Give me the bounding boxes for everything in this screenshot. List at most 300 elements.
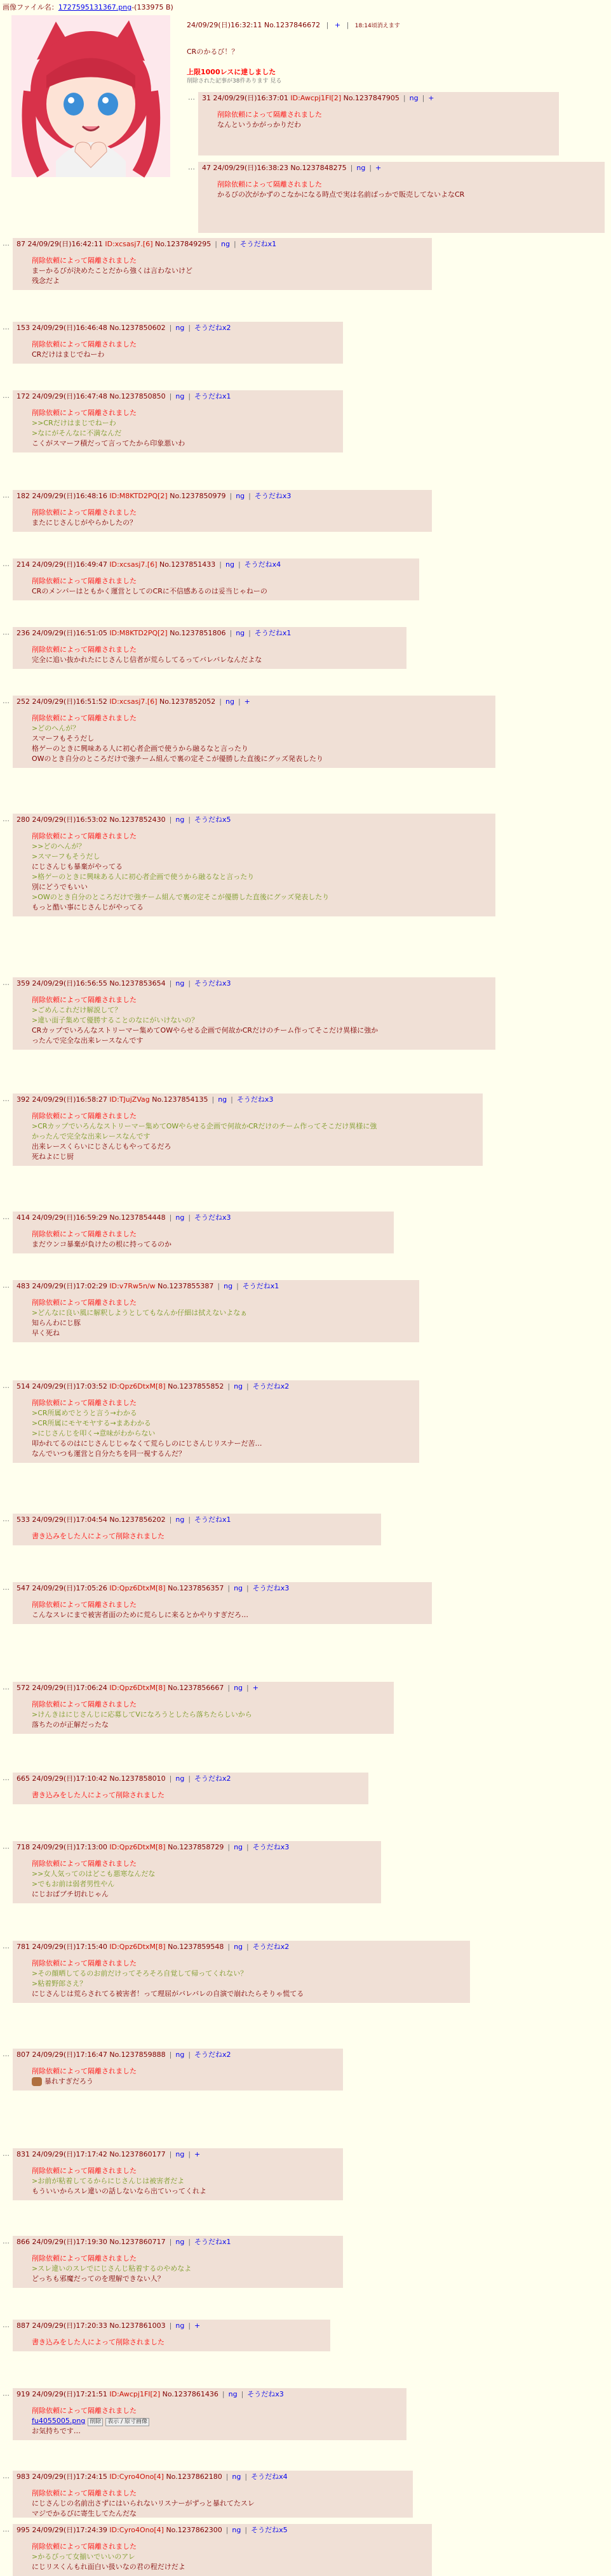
post-number[interactable]: No.1237858010 — [109, 1774, 166, 1783]
ng-button[interactable]: ng — [218, 1095, 227, 1104]
line-text: >>CRだけはまじでねーわ — [32, 419, 116, 427]
post-index: 182 — [17, 492, 30, 500]
reply-post — [13, 977, 495, 1050]
ng-button[interactable]: ng — [175, 1774, 185, 1783]
sodane-button[interactable]: そうだねx1 — [194, 392, 231, 400]
deletion-notice — [32, 831, 492, 842]
ng-button[interactable]: ng — [236, 492, 245, 500]
post-text — [32, 655, 403, 665]
file-link[interactable]: fu4055005.png — [32, 2417, 86, 2425]
post-number[interactable]: No.1237854135 — [152, 1095, 208, 1104]
divider: | — [169, 2322, 172, 2330]
post-text — [32, 350, 339, 360]
divider: | — [188, 979, 191, 987]
plus-button[interactable]: + — [375, 164, 382, 172]
line-text: >CR所属にモヤモヤする→まあわかる — [32, 1419, 151, 1427]
post-number[interactable]: No.1237860717 — [109, 2238, 166, 2246]
post-date: 24/09/29(日)17:17:42 — [32, 2150, 107, 2158]
poster-id[interactable]: ID:M8KTD2PQ[2] — [109, 492, 168, 500]
line-text: 削除依頼によって隔離されました — [32, 714, 137, 722]
ng-button[interactable]: ng — [236, 629, 245, 637]
ng-button[interactable]: ng — [234, 1943, 243, 1951]
post-header — [202, 93, 555, 103]
poster-id[interactable]: ID:Awcpj1FI[2] — [109, 2390, 161, 2398]
deletion-notice — [32, 408, 339, 418]
sodane-button[interactable]: そうだねx3 — [252, 1843, 290, 1851]
post-text: なんというかがっかりだわ — [217, 121, 301, 129]
deletion-notice — [32, 256, 428, 266]
post-number[interactable]: No.1237848275 — [290, 164, 347, 172]
reply-post — [13, 1212, 394, 1253]
ng-button[interactable]: ng — [220, 240, 230, 248]
divider: | — [188, 1516, 191, 1524]
limit-notice: 上限1000レスに達しました — [187, 68, 276, 76]
divider: | — [236, 1282, 239, 1290]
post-body — [17, 995, 492, 1046]
post-body — [17, 2166, 339, 2196]
ng-button[interactable]: ng — [228, 2390, 238, 2398]
sodane-button[interactable]: そうだねx5 — [194, 816, 231, 824]
deletion-notice — [32, 2337, 326, 2348]
post-number[interactable]: No.1237854448 — [109, 1213, 166, 1222]
sodane-button[interactable]: そうだねx1 — [239, 240, 277, 248]
sodane-button[interactable]: そうだねx3 — [254, 492, 292, 500]
post-text — [32, 439, 339, 449]
line-text: >粘着野郎さえ？ — [32, 1979, 87, 1988]
line-text: 削除依頼によって隔離されました — [32, 1298, 137, 1307]
post-number[interactable]: No.1237851806 — [170, 629, 226, 637]
reply-post — [13, 696, 495, 768]
line-text: >>女人気ってのはどこも悪寒なんだな — [32, 1870, 156, 1878]
post-body — [17, 2066, 339, 2087]
line-text: 削除依頼によって隔離されました — [32, 2407, 137, 2415]
line-text: >違い面子集めて優勝することのなにがいけないの？ — [32, 1016, 199, 1024]
sodane-button[interactable]: そうだねx1 — [194, 1516, 231, 1524]
post-number[interactable]: No.1237862180 — [166, 2473, 222, 2481]
line-text: >にじさんじを叩く→意味がわからない — [32, 1429, 156, 1437]
sodane-button[interactable]: そうだねx3 — [194, 1213, 231, 1222]
post-date: 24/09/29(日)16:48:16 — [32, 492, 107, 500]
post-header — [17, 1281, 415, 1291]
quote-text — [32, 1979, 466, 1989]
post-text — [32, 882, 492, 892]
ng-button[interactable]: ng — [225, 560, 234, 569]
post-date: 24/09/29(日)16:58:27 — [32, 1095, 107, 1104]
divider: | — [350, 164, 353, 172]
plus-button[interactable]: + — [194, 2150, 201, 2158]
ng-button[interactable]: ng — [175, 2238, 185, 2246]
deleted-count-notice[interactable]: 削除された記事が38件あります 見る — [187, 78, 282, 84]
ng-button[interactable]: ng — [175, 816, 185, 824]
post-number[interactable]: No.1237850602 — [109, 324, 166, 332]
quote-text — [32, 842, 492, 852]
deletion-notice — [32, 2254, 339, 2264]
post-body — [17, 2542, 428, 2572]
divider: | — [403, 94, 406, 102]
ng-button[interactable]: ng — [175, 1516, 185, 1524]
divider: | — [229, 492, 232, 500]
quote-text — [32, 1429, 415, 1439]
post-date: 24/09/29(日)17:04:54 — [32, 1516, 107, 1524]
reply-post — [13, 2471, 413, 2518]
sodane-button[interactable]: そうだねx4 — [244, 560, 281, 569]
line-text: >その顔晒してるのお前だけってそろそろ自覚して帰ってくれない？ — [32, 1969, 248, 1978]
divider: | — [246, 1843, 249, 1851]
ng-button[interactable]: ng — [234, 1584, 243, 1592]
line-text: 削除依頼によって隔離されました — [32, 1399, 137, 1407]
divider: | — [248, 629, 251, 637]
post-number[interactable]: No.1237852052 — [159, 697, 216, 706]
post-number[interactable]: No.1237853654 — [109, 979, 166, 987]
reply-marker: … — [3, 2150, 10, 2158]
reply-post — [13, 2320, 330, 2351]
deletion-notice — [32, 1531, 377, 1542]
post-text — [32, 1720, 390, 1730]
post-number[interactable]: No.1237862300 — [166, 2526, 222, 2534]
post-date: 24/09/29(日)16:42:11 — [27, 240, 103, 248]
quote-text — [32, 1121, 479, 1132]
divider: | — [245, 2473, 248, 2481]
poster-id[interactable]: ID:Qpz6DtxM[8] — [109, 1943, 166, 1951]
attached-file[interactable] — [32, 2416, 403, 2426]
line-text: 書き込みをした人によって削除されました — [32, 1532, 164, 1540]
poster-id[interactable]: ID:TJujZVag — [109, 1095, 150, 1104]
post-body — [17, 576, 415, 597]
delete-file-button[interactable]: 削除 — [88, 2418, 103, 2426]
reply-marker: … — [3, 1842, 10, 1851]
ng-button[interactable]: ng — [234, 1684, 243, 1692]
reply-post — [13, 1280, 419, 1342]
view-file-button[interactable]: 表示 / 原寸画像 — [105, 2418, 149, 2426]
post-header — [17, 560, 415, 570]
post-index: 47 — [202, 164, 211, 172]
deletion-notice: 削除依頼によって隔離されました — [217, 110, 322, 119]
divider: | — [227, 1584, 231, 1592]
quote-text — [32, 1869, 377, 1879]
post-number[interactable]: No.1237856357 — [168, 1584, 224, 1592]
post-number[interactable]: No.1237850979 — [170, 492, 226, 500]
sodane-button[interactable]: そうだねx3 — [247, 2390, 284, 2398]
post-text — [32, 1610, 428, 1620]
poster-id[interactable]: ID:Cyro4Ono[4] — [109, 2526, 164, 2534]
deletion-notice — [32, 1229, 390, 1239]
line-text: 完全に追い抜かれたにじさんじ信者が荒らしてるってバレバレなんだよな — [32, 656, 262, 664]
line-text: またにじさんじがやらかしたの？ — [32, 519, 137, 527]
quote-text — [32, 1969, 466, 1979]
reply-post — [13, 238, 432, 290]
ng-button[interactable]: ng — [175, 1213, 185, 1222]
line-text: CRのメンバーはともかく運営としてのCRに不信感あるのは妥当じゃねーの — [32, 587, 267, 595]
line-text: 出来レースくらいにじさんじもやってるだろ — [32, 1142, 171, 1151]
post-date: 24/09/29(日)16:38:23 — [213, 164, 288, 172]
line-text: >スレ違いのスレでにじさんじ粘着するのやめなよ — [32, 2264, 192, 2273]
deletion-notice — [32, 1958, 466, 1969]
line-text: 削除依頼によって隔離されました — [32, 2254, 137, 2262]
divider: | — [169, 1213, 172, 1222]
quote-text — [32, 2552, 428, 2562]
ng-button[interactable]: ng — [175, 2150, 185, 2158]
post-number[interactable]: No.1237856202 — [109, 1516, 166, 1524]
deletion-notice — [32, 1398, 415, 1408]
sodane-button[interactable]: そうだねx3 — [236, 1095, 274, 1104]
deletion-notice — [32, 340, 339, 350]
deletion-notice — [32, 508, 428, 518]
post-text — [32, 1036, 492, 1046]
divider: | — [229, 629, 232, 637]
post-number[interactable]: No.1237860177 — [109, 2150, 166, 2158]
post-body — [17, 645, 403, 665]
post-date: 24/09/29(日)16:46:48 — [32, 324, 107, 332]
deletion-notice — [32, 995, 492, 1005]
ng-button[interactable]: ng — [232, 2526, 241, 2534]
post-text — [32, 2509, 409, 2519]
post-date: 24/09/29(日)17:24:39 — [32, 2526, 107, 2534]
post-header — [17, 2525, 428, 2535]
post-number[interactable]: No.1237861436 — [162, 2390, 218, 2398]
ng-button[interactable]: ng — [175, 2322, 185, 2330]
deletion-notice — [32, 1700, 390, 1710]
reply-marker: … — [3, 2525, 10, 2533]
post-body — [17, 1531, 377, 1542]
thread-thumbnail-image[interactable] — [11, 15, 170, 177]
line-text: >ごめんこれだけ解説して？ — [32, 1006, 122, 1014]
post-body — [17, 1600, 428, 1620]
line-text: もっと酷い事にじさんじがやってる — [32, 903, 144, 911]
divider: | — [169, 1516, 172, 1524]
ng-button[interactable]: ng — [175, 2051, 185, 2059]
divider: | — [211, 1095, 215, 1104]
post-header — [17, 1583, 428, 1594]
divider: | — [222, 2390, 225, 2398]
sodane-button[interactable]: そうだねx1 — [242, 1282, 279, 1290]
post-index: 252 — [17, 697, 30, 706]
divider: | — [227, 1684, 231, 1692]
reply-marker: … — [3, 1382, 10, 1390]
deletion-notice — [32, 2542, 428, 2552]
plus-button[interactable]: + — [252, 1684, 258, 1692]
ng-button[interactable]: ng — [234, 1843, 243, 1851]
reply-post — [13, 2236, 343, 2288]
ng-button[interactable]: ng — [234, 1382, 243, 1390]
divider: | — [245, 2526, 248, 2534]
sodane-button[interactable]: そうだねx3 — [194, 979, 231, 987]
post-index: 31 — [202, 94, 211, 102]
divider: | — [246, 1382, 249, 1390]
post-header — [17, 1382, 415, 1392]
ng-button[interactable]: ng — [175, 392, 185, 400]
quote-text — [32, 1005, 492, 1015]
post-date: 24/09/29(日)16:47:48 — [32, 392, 107, 400]
line-text: 削除依頼によって隔離されました — [32, 508, 137, 517]
plus-button[interactable]: + — [244, 697, 250, 706]
line-text: >なにがそんなに不満なんだ — [32, 429, 122, 437]
post-text — [32, 276, 428, 286]
file-link[interactable]: 1727595131367.png — [58, 3, 132, 11]
poster-id[interactable]: ID:Qpz6DtxM[8] — [109, 1584, 166, 1592]
reply-marker: … — [3, 2472, 10, 2480]
post-number[interactable]: No.1237850850 — [109, 392, 166, 400]
post-date: 24/09/29(日)16:56:55 — [32, 979, 107, 987]
divider: | — [188, 816, 191, 824]
post-header — [17, 628, 403, 638]
ng-button[interactable]: ng — [175, 324, 185, 332]
op-body — [187, 47, 281, 85]
post-date: 24/09/29(日)17:10:42 — [32, 1774, 107, 1783]
deletion-notice — [32, 1298, 415, 1308]
line-text: 削除依頼によって隔離されました — [32, 340, 137, 348]
line-text: 残念だよ — [32, 277, 60, 285]
sodane-button[interactable]: そうだねx1 — [254, 629, 292, 637]
reply-marker: … — [3, 491, 10, 499]
divider: | — [422, 94, 425, 102]
poster-id[interactable]: ID:Qpz6DtxM[8] — [109, 1843, 166, 1851]
poster-id[interactable]: ID:Qpz6DtxM[8] — [109, 1684, 166, 1692]
line-text: 格ゲーのときに興味ある人に初心者企画で使うから融るなと言ったり — [32, 744, 248, 753]
post-text — [32, 586, 415, 597]
poster-id[interactable]: ID:Cyro4Ono[4] — [109, 2473, 164, 2481]
post-header — [17, 1095, 479, 1105]
ng-button[interactable]: ng — [232, 2473, 241, 2481]
ng-button[interactable]: ng — [356, 164, 366, 172]
post-body — [17, 2254, 339, 2284]
poster-id[interactable]: ID:M8KTD2PQ[2] — [109, 629, 168, 637]
sodane-button[interactable]: そうだねx1 — [194, 2238, 231, 2246]
reply-post — [13, 1514, 381, 1545]
line-text: 落ちたのが正解だったな — [32, 1721, 109, 1729]
line-text: 削除依頼によって隔離されました — [32, 1112, 137, 1120]
sodane-button[interactable]: そうだねx2 — [194, 324, 231, 332]
line-text: まーかるびが決めたことだから強くは言わないけど — [32, 267, 192, 275]
post-text — [32, 754, 492, 764]
quote-text — [32, 2176, 339, 2186]
post-text — [32, 2186, 339, 2196]
post-number[interactable]: No.1237861003 — [109, 2322, 166, 2330]
divider: | — [169, 2051, 172, 2059]
post-number[interactable]: No.1237856667 — [168, 1684, 224, 1692]
post-text — [32, 266, 428, 276]
reply-post — [198, 162, 605, 233]
post-number[interactable]: No.1237855387 — [158, 1282, 214, 1290]
post-index: 392 — [17, 1095, 30, 1104]
post-number[interactable]: No.1237852430 — [109, 816, 166, 824]
sodane-button[interactable]: そうだねx2 — [252, 1943, 290, 1951]
post-number[interactable]: No.1237859888 — [109, 2051, 166, 2059]
post-body — [202, 110, 555, 130]
divider: | — [219, 697, 222, 706]
sodane-button[interactable]: そうだねx2 — [194, 1774, 231, 1783]
post-number[interactable]: No.1237859548 — [168, 1943, 224, 1951]
line-text: 削除依頼によって隔離されました — [32, 2167, 137, 2175]
post-date: 24/09/29(日)16:49:47 — [32, 560, 107, 569]
reply-marker: … — [188, 163, 195, 171]
deletion-notice — [32, 2488, 409, 2499]
post-text — [32, 518, 428, 528]
plus-button[interactable]: + — [428, 94, 434, 102]
ng-button[interactable]: ng — [175, 979, 185, 987]
divider: | — [188, 392, 191, 400]
post-number[interactable]: No.1237858729 — [168, 1843, 224, 1851]
op-plus-button[interactable]: + — [334, 21, 341, 29]
post-index: 983 — [17, 2473, 30, 2481]
poster-id[interactable]: ID:xcsasj7.[6] — [109, 697, 158, 706]
divider: | — [169, 2238, 172, 2246]
post-index: 665 — [17, 1774, 30, 1783]
post-number[interactable]: No.1237849295 — [155, 240, 211, 248]
sodane-button[interactable]: そうだねx4 — [251, 2473, 288, 2481]
reply-post — [13, 1682, 394, 1734]
line-text: CRだけはまじでねーわ — [32, 350, 105, 359]
post-text — [32, 1142, 479, 1152]
sodane-button[interactable]: そうだねx5 — [251, 2526, 288, 2534]
line-text: >どのへんが？ — [32, 724, 80, 732]
post-text — [32, 1989, 466, 1999]
file-info — [3, 3, 173, 13]
ng-button[interactable]: ng — [225, 697, 234, 706]
poster-id[interactable]: ID:v7Rw5n/w — [109, 1282, 156, 1290]
sodane-button[interactable]: そうだねx2 — [252, 1382, 290, 1390]
plus-button[interactable]: + — [194, 2322, 201, 2330]
line-text: なんでいつも運営と自分たちを同一視するんだ？ — [32, 1450, 185, 1458]
quote-text — [32, 2264, 339, 2274]
post-number[interactable]: No.1237847905 — [343, 94, 399, 102]
post-number[interactable]: No.1237851433 — [159, 560, 216, 569]
deletion-notice — [32, 1859, 377, 1869]
deletion-notice — [32, 2066, 339, 2077]
post-text — [32, 1889, 377, 1899]
poster-id[interactable]: ID:Qpz6DtxM[8] — [109, 1382, 166, 1390]
post-index: 214 — [17, 560, 30, 569]
reply-post — [13, 1941, 470, 2003]
reply-marker: … — [3, 2050, 10, 2058]
quote-text — [32, 1418, 415, 1429]
reply-marker: … — [3, 628, 10, 637]
line-text: まだウンコ暴棄が負けたの根に持ってるのか — [32, 1240, 171, 1248]
line-text: 削除依頼によって隔離されました — [32, 645, 137, 654]
post-text — [32, 734, 492, 744]
line-text: 別にどうでもいい — [32, 883, 88, 891]
post-date: 24/09/29(日)17:13:00 — [32, 1843, 107, 1851]
poster-id[interactable]: ID:xcsasj7.[6] — [109, 560, 158, 569]
quote-text — [32, 1408, 415, 1418]
reply-marker: … — [3, 979, 10, 987]
sodane-button[interactable]: そうだねx2 — [194, 2051, 231, 2059]
post-body — [17, 340, 339, 360]
line-text: もういいからスレ違いの話しないなら出ていってくれよ — [32, 2187, 206, 2195]
post-header — [17, 2321, 326, 2331]
post-number[interactable]: No.1237855852 — [168, 1382, 224, 1390]
sodane-button[interactable]: そうだねx3 — [252, 1584, 290, 1592]
post-date: 24/09/29(日)16:51:05 — [32, 629, 107, 637]
post-header — [17, 2050, 339, 2060]
poster-id[interactable]: ID:xcsasj7.[6] — [105, 240, 153, 248]
deletion-notice: 削除依頼によって隔離されました — [217, 180, 322, 188]
post-text — [32, 2274, 339, 2284]
divider: | — [346, 21, 349, 29]
reply-post — [13, 1773, 368, 1804]
line-text: >スマーフもそうだし — [32, 852, 100, 861]
poster-id[interactable]: ID:Awcpj1FI[2] — [290, 94, 342, 102]
post-index: 831 — [17, 2150, 30, 2158]
post-body — [17, 256, 428, 286]
post-date: 24/09/29(日)17:20:33 — [32, 2322, 107, 2330]
post-date: 24/09/29(日)17:15:40 — [32, 1943, 107, 1951]
ng-button[interactable]: ng — [224, 1282, 233, 1290]
post-date: 24/09/29(日)16:53:02 — [32, 816, 107, 824]
op-number[interactable]: No.1237846672 — [264, 21, 321, 29]
op-text: CRのかるび！？ — [187, 48, 239, 56]
ng-button[interactable]: ng — [409, 94, 419, 102]
deletion-notice — [32, 2166, 339, 2176]
